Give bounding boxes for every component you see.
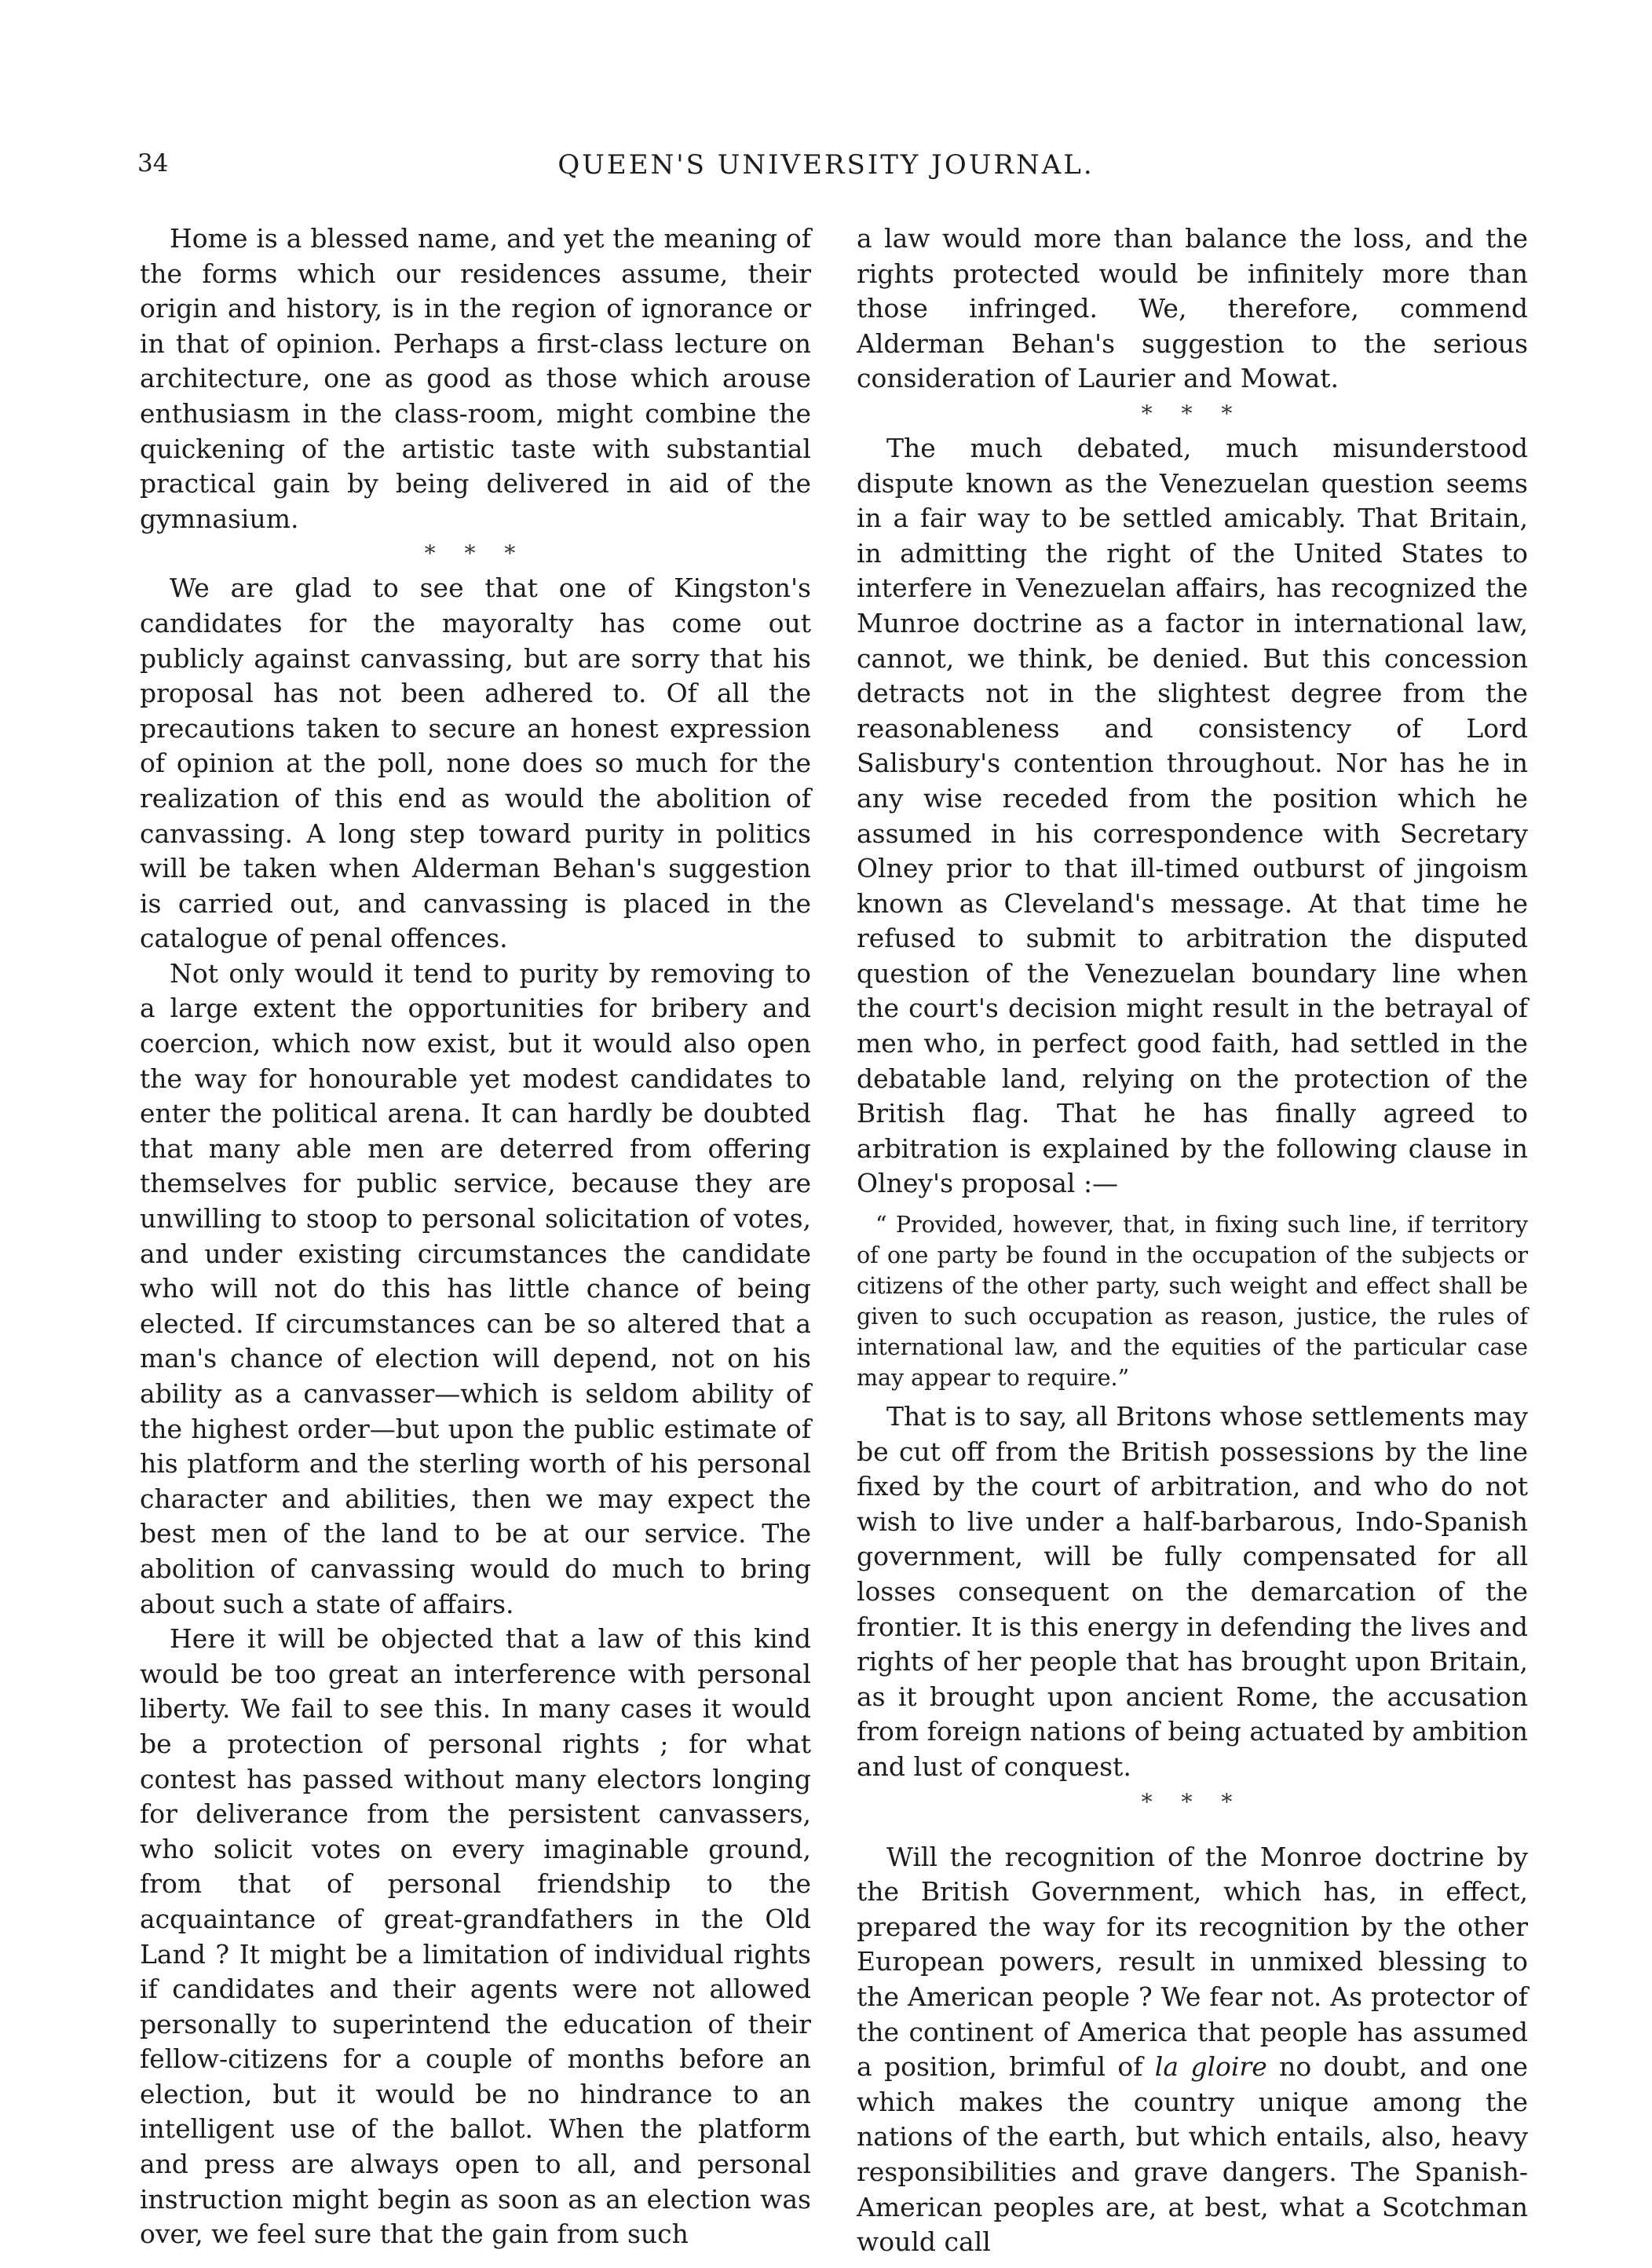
- paragraph-continuation: a law would more than balance the loss, and the rights protected would be infinitely more than those infringed. We, therefore, commend Alderman Behan's suggestion to the serious consideration of Laurier and Mowat.: [857, 223, 1528, 394]
- section-separator: * * *: [424, 540, 527, 567]
- journal-title: QUEEN'S UNIVERSITY JOURNAL.: [557, 149, 1095, 181]
- paragraph-monroe: [857, 1840, 1528, 2260]
- left-column: [140, 221, 811, 2252]
- page-header: [0, 149, 1652, 188]
- paragraph-purity: Not only would it tend to purity by removing to a large extent the opportunities for bribery and coercion, which now exist, but it would also open the way for honourable yet modest candidates to enter the political arena. It can hardly be doubted that many able men are deterred from offering themselves for public service, because they are unwilling to stoop to personal solicitation of votes, and under existing circumstances the candidate who will not do this has little chance of being elected. If circumstances can be so altered that a man's chance of election will depend, not on his ability as a canvasser—which is seldom ability of the highest order—but upon the public estimate of his platform and the sterling worth of his personal character and abilities, then we may expect the best men of the land to be at our service. The abolition of canvassing would do much to bring about such a state of affairs.: [140, 957, 811, 1619]
- paragraph-venezuela: The much debated, much misunderstood dispute known as the Venezuelan question seems in a fair way to be settled amicably. That Britain, in admitting the right of the United States to interfere in Venezuelan affairs, has recognized the Munroe doctrine as a factor in international law, cannot, we think, be denied. But this concession detracts not in the slightest degree from the reasonableness and consistency of Lord Salisbury's contention throughout. Nor has he in any wise receded from the position which he assumed in his correspondence with Secretary Olney prior to that ill-timed outburst of jingoism known as Cleveland's message. At that time he refused to submit to arbitration the disputed question of the Venezuelan boundary line when the court's decision might result in the betrayal of men who, in perfect good faith, had settled in the debatable land, relying on the protection of the British flag. That he has finally agreed to arbitration is explained by the following clause in Olney's proposal :—: [857, 432, 1528, 1199]
- monroe-text-end: no doubt, and one which makes the country unique among the nations of the earth, but which entails, also, heavy responsibilities and grave dangers. The Spanish-American peoples are, at best, what a Scotchman would call: [857, 2051, 1529, 2258]
- page-number: 34: [137, 149, 169, 177]
- section-separator: * * *: [1141, 1788, 1244, 1815]
- monroe-text-start: Will the recognition of the Monroe doctrine by the British Government, which has, in effect, prepared the way for its recognition by the other European powers, result in unmixed blessing to the American people ? We fear not. As protector of the continent of America that people has assumed a position, brimful of: [857, 1841, 1528, 2083]
- section-separator: * * *: [1141, 400, 1244, 426]
- paragraph-liberty: Here it will be objected that a law of this kind would be too great an interference with personal liberty. We fail to see this. In many cases it would be a protection of personal rights ; for what contest has passed without many electors longing for deliverance from the persistent canvassers, who solicit votes on every imaginable ground, from that of personal friendship to the acquaintance of great-grandfathers in the Old Land ? It might be a limitation of individual rights if candidates and their agents were not allowed personally to superintend the education of their fellow-citizens for a couple of months before an election, but it would be no hindrance to an intelligent use of the ballot. When the platform and press are always open to all, and personal instruction might begin as soon as an election was over, we feel sure that the gain from such: [140, 1623, 811, 2250]
- right-column: [857, 221, 1528, 2260]
- paragraph-architecture: Home is a blessed name, and yet the meaning of the forms which our residences assume, their origin and history, is in the region of ignorance or in that of opinion. Perhaps a first-class lecture on architecture, one as good as those which arouse enthusiasm in the class-room, might combine the quickening of the artistic taste with substantial practical gain by being delivered in aid of the gymnasium.: [140, 223, 811, 534]
- la-gloire-text: la gloire: [1154, 2051, 1267, 2083]
- paragraph-canvassing: We are glad to see that one of Kingston's candidates for the mayoralty has come out publicly against canvassing, but are sorry that his proposal has not been adhered to. Of all the precautions taken to secure an honest expression of opinion at the poll, none does so much for the realization of this end as would the abolition of canvassing. A long step toward purity in politics will be taken when Alderman Behan's suggestion is carried out, and canvassing is placed in the catalogue of penal offences.: [140, 572, 811, 954]
- paragraph-britons: That is to say, all Britons whose settlements may be cut off from the British possessions by the line fixed by the court of arbitration, and who do not wish to live under a half-barbarous, Indo-Spanish government, will be fully compensated for all losses consequent on the demarcation of the frontier. It is this energy in defending the lives and rights of her people that has brought upon Britain, as it brought upon ancient Rome, the accusation from foreign nations of being actuated by ambition and lust of conquest.: [857, 1401, 1528, 1782]
- olney-quote: “ Provided, however, that, in fixing such line, if territory of one party be found in the occupation of the subjects or citizens of the other party, such weight and effect shall be given to such occupation as reason, justice, the rules of international law, and the equities of the particular case may appear to require.”: [857, 1212, 1528, 1392]
